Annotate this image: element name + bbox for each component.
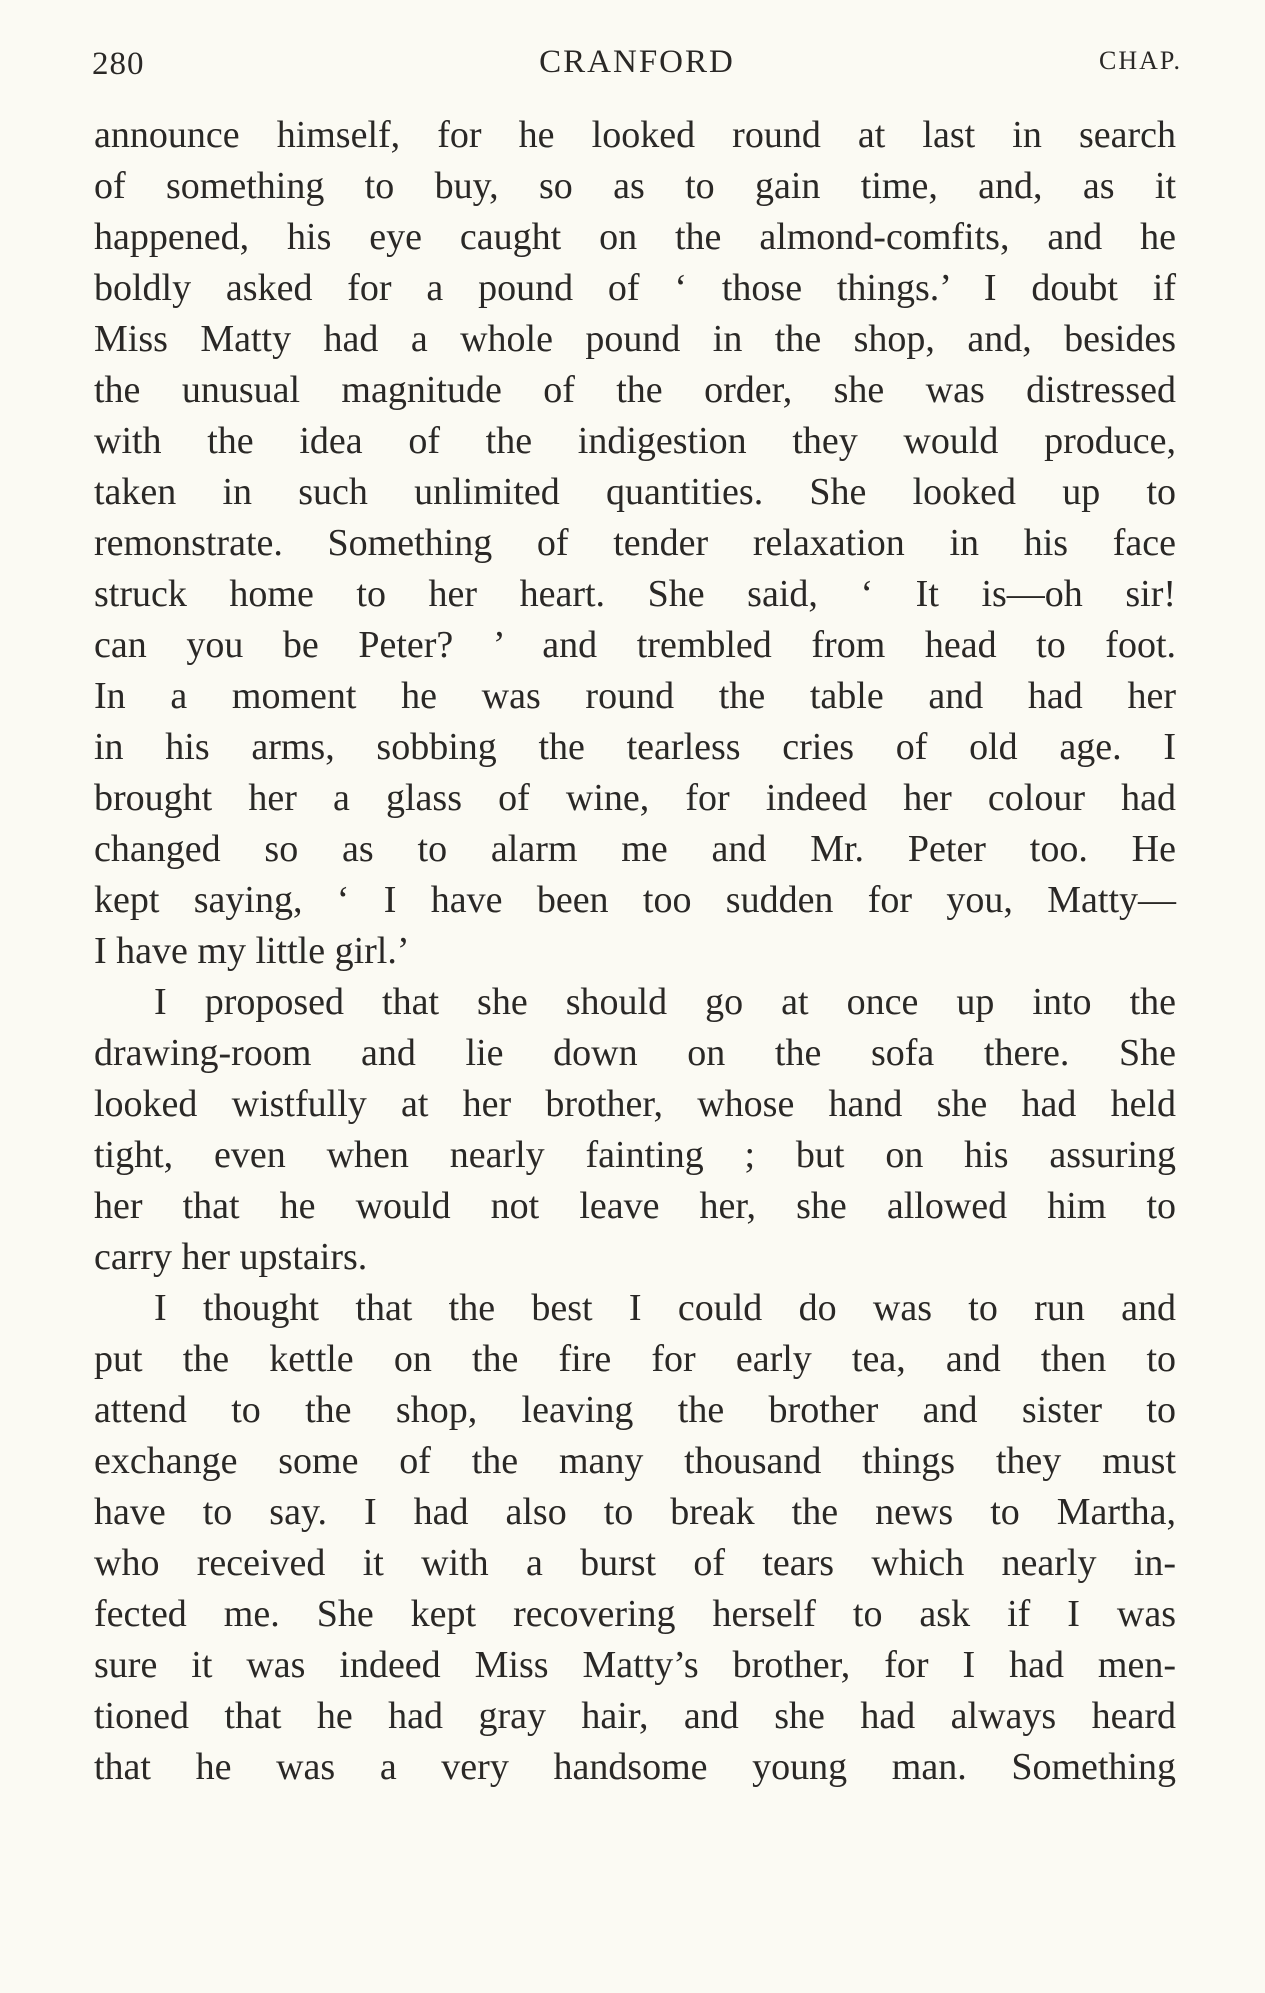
text-line: sure it was indeed Miss Matty’s brother, for I had men-: [94, 1644, 1176, 1686]
text-line: I proposed that she should go at once up into the: [154, 981, 1176, 1023]
text-line: can you be Peter? ’ and trembled from head to foot.: [94, 624, 1176, 666]
text-line: carry her upstairs.: [94, 1236, 368, 1278]
text-line: with the idea of the indigestion they would produce,: [94, 420, 1176, 462]
text-line: put the kettle on the fire for early tea, and then to: [94, 1338, 1176, 1380]
body-text: [94, 110, 1176, 1793]
text-line: I have my little girl.’: [94, 930, 410, 972]
text-line: tioned that he had gray hair, and she had always heard: [94, 1695, 1176, 1737]
text-line: exchange some of the many thousand things they must: [94, 1440, 1176, 1482]
text-line: the unusual magnitude of the order, she was distressed: [94, 369, 1176, 411]
text-line: I thought that the best I could do was to run and: [154, 1287, 1176, 1329]
text-line: that he was a very handsome young man. Something: [94, 1746, 1176, 1788]
text-line: announce himself, for he looked round at last in search: [94, 114, 1176, 156]
text-line: kept saying, ‘ I have been too sudden for you, Matty—: [94, 879, 1176, 921]
text-line: happened, his eye caught on the almond-comfits, and he: [94, 216, 1176, 258]
text-line: fected me. She kept recovering herself to ask if I was: [94, 1593, 1176, 1635]
text-line: In a moment he was round the table and had her: [94, 675, 1176, 717]
text-line: looked wistfully at her brother, whose hand she had held: [94, 1083, 1176, 1125]
running-head: [92, 40, 1182, 90]
page-number: 280: [92, 46, 145, 82]
text-line: taken in such unlimited quantities. She looked up to: [94, 471, 1176, 513]
text-line: boldly asked for a pound of ‘ those things.’ I doubt if: [94, 267, 1176, 309]
text-line: drawing-room and lie down on the sofa there. She: [94, 1032, 1176, 1074]
chapter-label: CHAP.: [1099, 46, 1182, 75]
text-line: have to say. I had also to break the news to Martha,: [94, 1491, 1176, 1533]
text-line: remonstrate. Something of tender relaxation in his face: [94, 522, 1176, 564]
text-line: attend to the shop, leaving the brother and sister to: [94, 1389, 1176, 1431]
text-line: who received it with a burst of tears which nearly in-: [94, 1542, 1176, 1584]
text-line: brought her a glass of wine, for indeed her colour had: [94, 777, 1176, 819]
text-line: her that he would not leave her, she allowed him to: [94, 1185, 1176, 1227]
text-line: tight, even when nearly fainting ; but on his assuring: [94, 1134, 1176, 1176]
text-line: changed so as to alarm me and Mr. Peter too. He: [94, 828, 1176, 870]
text-line: Miss Matty had a whole pound in the shop, and, besides: [94, 318, 1176, 360]
text-line: struck home to her heart. She said, ‘ It is—oh sir!: [94, 573, 1176, 615]
text-line: in his arms, sobbing the tearless cries of old age. I: [94, 726, 1176, 768]
running-title: CRANFORD: [539, 44, 735, 80]
text-line: of something to buy, so as to gain time, and, as it: [94, 165, 1176, 207]
